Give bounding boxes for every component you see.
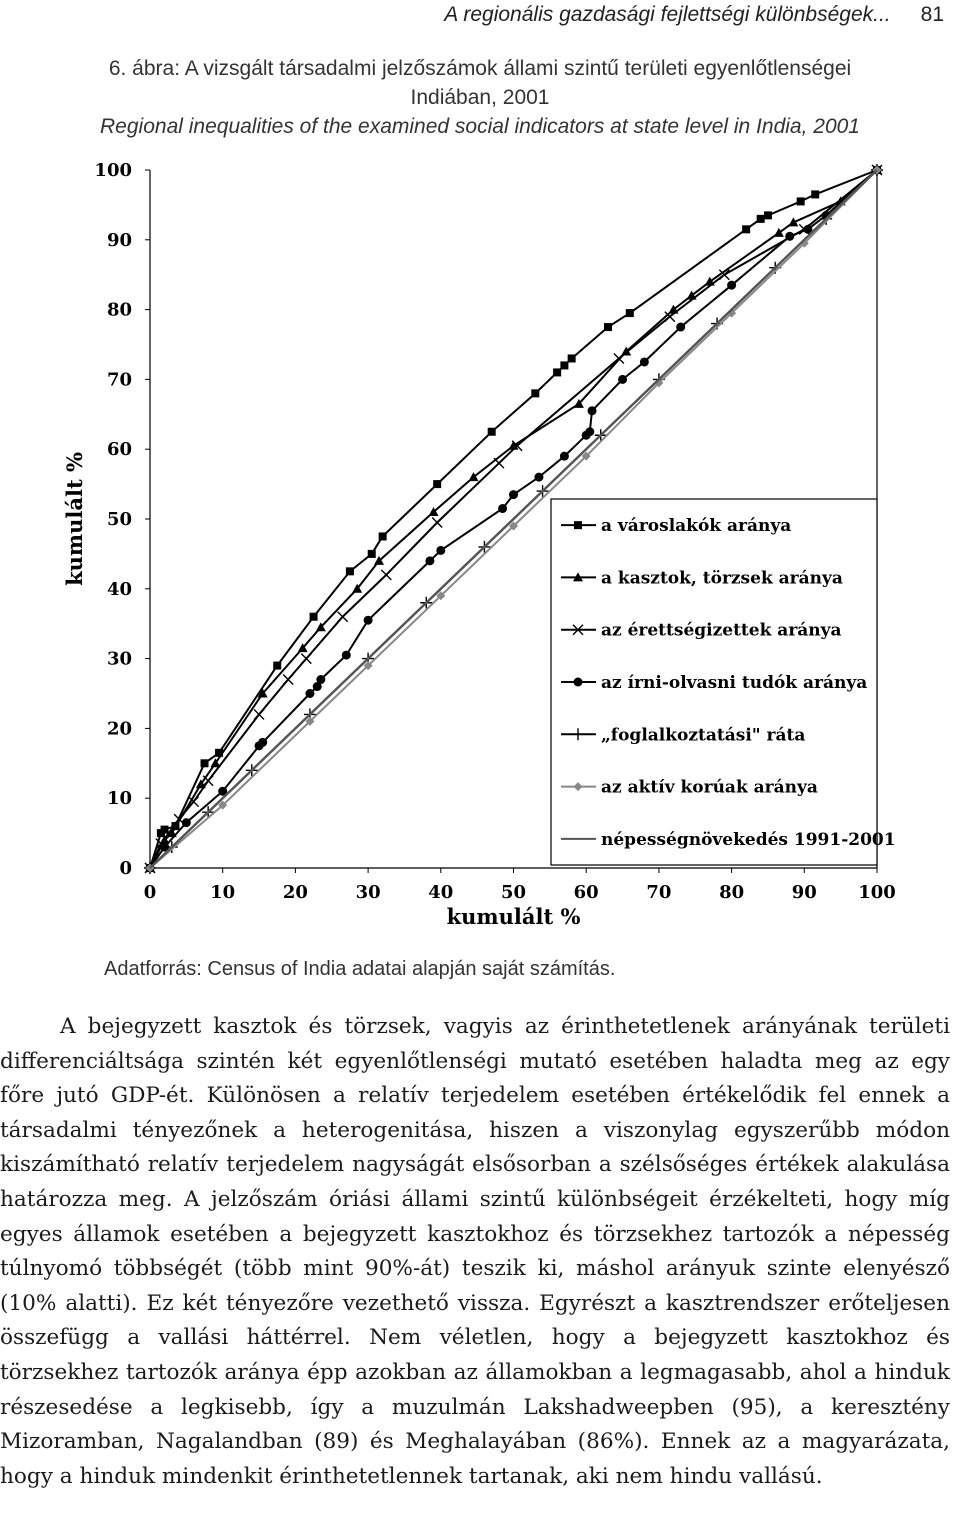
y-tick-label: 60 bbox=[106, 439, 132, 461]
figure-caption bbox=[0, 54, 960, 141]
data-point bbox=[258, 738, 267, 747]
figure-source: Adatforrás: Census of India adatai alapján saját számítás. bbox=[104, 958, 616, 980]
data-point bbox=[534, 473, 543, 482]
data-point bbox=[588, 406, 597, 415]
data-point bbox=[640, 357, 649, 366]
x-tick-label: 90 bbox=[791, 882, 817, 903]
x-tick-label: 70 bbox=[646, 882, 672, 903]
data-point bbox=[364, 616, 373, 625]
data-point bbox=[346, 567, 354, 575]
data-point bbox=[381, 570, 391, 580]
data-point bbox=[553, 368, 561, 376]
y-tick-label: 50 bbox=[106, 509, 132, 530]
y-tick-label: 100 bbox=[94, 160, 132, 181]
data-point bbox=[811, 190, 819, 198]
data-point bbox=[764, 211, 772, 219]
data-point bbox=[283, 675, 293, 685]
data-point bbox=[742, 225, 750, 233]
data-point bbox=[161, 826, 169, 834]
x-tick-label: 100 bbox=[858, 882, 896, 903]
data-point bbox=[488, 428, 496, 436]
data-point bbox=[618, 375, 627, 384]
data-point bbox=[316, 675, 325, 684]
lorenz-chart bbox=[40, 150, 920, 940]
y-tick-label: 80 bbox=[106, 299, 132, 321]
x-tick-label: 0 bbox=[143, 882, 157, 903]
data-point bbox=[338, 612, 348, 622]
data-point bbox=[201, 759, 209, 767]
data-point bbox=[560, 452, 569, 461]
data-point bbox=[727, 281, 736, 290]
legend-label: az írni-olvasni tudók aránya bbox=[601, 673, 868, 693]
legend-label: a kasztok, törzsek aránya bbox=[601, 568, 843, 589]
data-point bbox=[310, 613, 318, 621]
data-point bbox=[342, 651, 351, 660]
data-point bbox=[785, 232, 794, 241]
legend-label: az érettségizettek aránya bbox=[601, 620, 842, 641]
legend-marker bbox=[574, 521, 582, 529]
data-point bbox=[757, 215, 765, 223]
data-point bbox=[797, 197, 805, 205]
data-point bbox=[182, 818, 191, 827]
data-point bbox=[509, 490, 518, 499]
data-point bbox=[301, 654, 311, 664]
caption-hungarian-line-1: 6. ábra: A vizsgált társadalmi jelzőszámok állami szintű területi egyenlőtlenségei bbox=[108, 57, 852, 80]
body-paragraph bbox=[0, 1010, 950, 1494]
data-point bbox=[626, 309, 634, 317]
data-point bbox=[676, 323, 685, 332]
data-point bbox=[568, 354, 576, 362]
data-point bbox=[433, 480, 441, 488]
y-axis-label: kumulált % bbox=[62, 452, 87, 586]
data-point bbox=[436, 546, 445, 555]
data-point bbox=[305, 689, 314, 698]
data-point bbox=[604, 323, 612, 331]
x-tick-label: 40 bbox=[428, 882, 454, 903]
data-point bbox=[614, 353, 624, 363]
data-point bbox=[585, 427, 594, 436]
legend-label: népességnövekedés 1991-2001 bbox=[601, 829, 896, 850]
y-tick-label: 0 bbox=[119, 858, 132, 879]
data-point bbox=[531, 389, 539, 397]
y-tick-label: 40 bbox=[106, 578, 132, 600]
data-point bbox=[560, 361, 568, 369]
x-tick-label: 30 bbox=[355, 882, 381, 903]
running-header bbox=[444, 0, 944, 30]
y-tick-label: 10 bbox=[106, 788, 132, 810]
data-point bbox=[379, 532, 387, 540]
x-tick-label: 50 bbox=[500, 882, 527, 903]
data-point bbox=[203, 776, 213, 786]
x-tick-label: 80 bbox=[719, 882, 745, 903]
legend-label: a városlakók aránya bbox=[601, 516, 792, 537]
data-point bbox=[425, 556, 434, 565]
legend-label: „foglalkoztatási" ráta bbox=[601, 725, 806, 746]
x-axis-label: kumulált % bbox=[446, 904, 581, 929]
running-title: A regionális gazdasági fejlettségi különbségek... bbox=[444, 3, 891, 26]
x-tick-label: 60 bbox=[573, 882, 599, 903]
body-paragraph-text: A bejegyzett kasztok és törzsek, vagyis az érinthetetlenek arányának területi differenciáltsága szintén két egyenlőtlenségi mutató esetében haladta meg az egy főre jutó GDP-ét. Különösen a relatív terjedelem esetében értékelődik fel ennek a társadalmi tényezőnek a heterogenitása, hiszen a viszonylag egyszerűbb módon kiszámítható relatív terjedelem nagyságát elsősorban a szélsőséges értékek alakulása határozza meg. A jelzőszám óriási állami szintű különbségeit érzékelteti, hogy míg egyes államok esetében a bejegyzett kasztokhoz és törzsekhez tartozók a népesség túlnyomó többségét (több mint 90%-át) teszik ki, máshol arányuk szinte elenyésző (10% alatti). Ez két tényezőre vezethető vissza. Egyrészt a kasztrendszer erőteljesen összefügg a vallási háttérrel. Nem véletlen, hogy a bejegyzett kasztokhoz és törzsekhez tartozók aránya épp azokban az államokban a legmagasabb, ahol a hinduk részesedése a legkisebb, így a muzulmán Lakshadweepben (95), a keresztény Mizoramban, Nagalandban (89) és Meghalayában (86%). Ennek az a magyarázata, hogy a hinduk mindenkit érinthetetlennek tartanak, aki nem hindu vallású. bbox=[0, 1014, 950, 1489]
data-point bbox=[254, 709, 264, 719]
y-tick-label: 20 bbox=[106, 718, 132, 740]
data-point bbox=[494, 458, 504, 468]
data-point bbox=[498, 504, 507, 513]
x-tick-label: 10 bbox=[210, 882, 236, 903]
legend-marker bbox=[574, 678, 583, 687]
caption-english: Regional inequalities of the examined social indicators at state level in India, 2001 bbox=[100, 115, 860, 138]
caption-hungarian-line-2: Indiában, 2001 bbox=[410, 86, 550, 109]
x-tick-label: 20 bbox=[282, 882, 308, 903]
y-tick-label: 30 bbox=[106, 648, 132, 670]
chart-legend bbox=[551, 499, 896, 865]
y-tick-label: 70 bbox=[106, 369, 132, 391]
data-point bbox=[273, 662, 281, 670]
legend-label: az aktív korúak aránya bbox=[601, 777, 818, 798]
data-point bbox=[368, 550, 376, 558]
data-point bbox=[432, 517, 442, 527]
y-tick-label: 90 bbox=[106, 229, 132, 251]
page-number: 81 bbox=[920, 3, 944, 26]
